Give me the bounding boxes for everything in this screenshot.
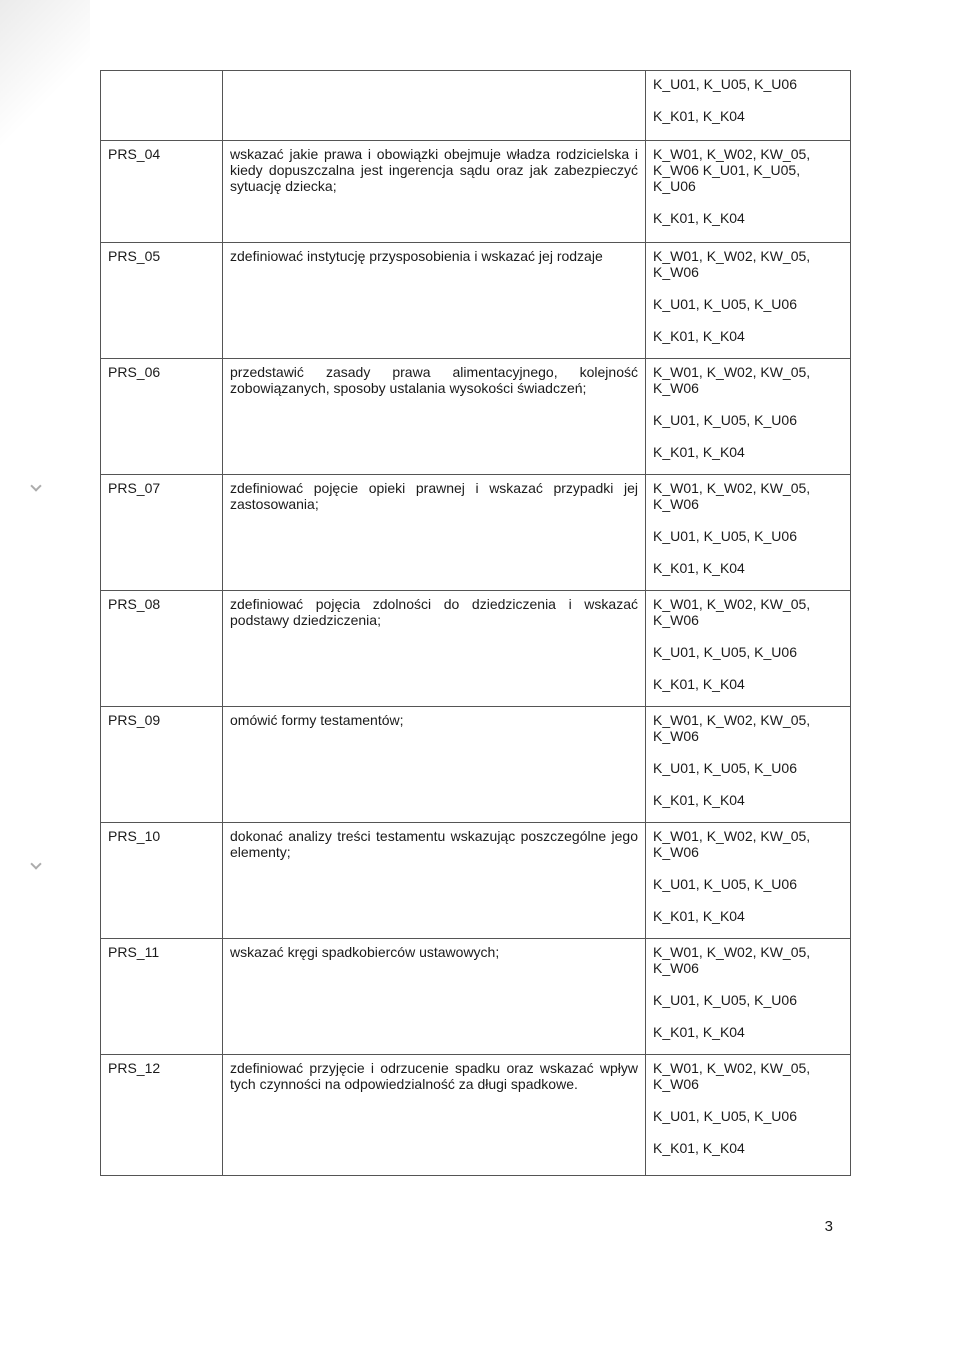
competence-line: K_K01, K_K04 bbox=[653, 210, 745, 226]
competence-line: K_W01, K_W02, KW_05, bbox=[653, 1060, 811, 1076]
competence-line: K_W06 bbox=[653, 1076, 699, 1092]
cell-code: PRS_10 bbox=[101, 823, 223, 939]
cell-competences bbox=[646, 939, 851, 1055]
competence-spacer bbox=[653, 776, 843, 792]
competence-line: K_W01, K_W02, KW_05, bbox=[653, 480, 811, 496]
table-row bbox=[101, 475, 851, 591]
competence-line: K_K01, K_K04 bbox=[653, 1140, 745, 1156]
cell-code: PRS_05 bbox=[101, 243, 223, 359]
competence-line: K_U01, K_U05, K_U06 bbox=[653, 412, 797, 428]
competence-line: K_W01, K_W02, KW_05, bbox=[653, 146, 811, 162]
cell-code: PRS_11 bbox=[101, 939, 223, 1055]
binder-hole-mark bbox=[30, 858, 41, 869]
cell-code: PRS_06 bbox=[101, 359, 223, 475]
page-number: 3 bbox=[824, 1218, 833, 1235]
cell-competences bbox=[646, 141, 851, 243]
competence-spacer bbox=[653, 396, 843, 412]
competence-line: K_W06 bbox=[653, 264, 699, 280]
competence-line: K_U06 bbox=[653, 178, 696, 194]
cell-competences bbox=[646, 71, 851, 141]
competence-line: K_U01, K_U05, K_U06 bbox=[653, 1108, 797, 1124]
cell-description: zdefiniować pojęcia zdolności do dziedziczenia i wskazać podstawy dziedziczenia; bbox=[223, 591, 646, 707]
competence-line: K_W01, K_W02, KW_05, bbox=[653, 828, 811, 844]
cell-code: PRS_08 bbox=[101, 591, 223, 707]
learning-outcomes-table bbox=[100, 70, 851, 1176]
cell-description: zdefiniować przyjęcie i odrzucenie spadku oraz wskazać wpływ tych czynności na odpowiedzialność za długi spadkowe. bbox=[223, 1055, 646, 1176]
cell-competences bbox=[646, 823, 851, 939]
cell-description: wskazać kręgi spadkobierców ustawowych; bbox=[223, 939, 646, 1055]
competence-line: K_K01, K_K04 bbox=[653, 328, 745, 344]
table-body bbox=[101, 71, 851, 1176]
cell-code: PRS_12 bbox=[101, 1055, 223, 1176]
competence-line: K_W06 bbox=[653, 960, 699, 976]
cell-competences bbox=[646, 475, 851, 591]
competence-spacer bbox=[653, 1008, 843, 1024]
competence-line: K_U01, K_U05, K_U06 bbox=[653, 296, 797, 312]
competence-line: K_K01, K_K04 bbox=[653, 1024, 745, 1040]
competence-spacer bbox=[653, 194, 843, 210]
competence-line: K_W06 bbox=[653, 612, 699, 628]
cell-competences bbox=[646, 707, 851, 823]
competence-line: K_K01, K_K04 bbox=[653, 676, 745, 692]
competence-line: K_U01, K_U05, K_U06 bbox=[653, 992, 797, 1008]
cell-competences bbox=[646, 243, 851, 359]
table-row bbox=[101, 707, 851, 823]
competence-line: K_U01, K_U05, K_U06 bbox=[653, 760, 797, 776]
cell-code: PRS_04 bbox=[101, 141, 223, 243]
cell-description-empty bbox=[223, 71, 646, 141]
competence-spacer bbox=[653, 860, 843, 876]
competence-line: K_W06 bbox=[653, 380, 699, 396]
competence-line: K_K01, K_K04 bbox=[653, 444, 745, 460]
cell-competences bbox=[646, 1055, 851, 1176]
cell-code: PRS_09 bbox=[101, 707, 223, 823]
competence-line: K_K01, K_K04 bbox=[653, 908, 745, 924]
table-row bbox=[101, 823, 851, 939]
competence-spacer bbox=[653, 1124, 843, 1140]
competence-line: K_W01, K_W02, KW_05, bbox=[653, 596, 811, 612]
competence-spacer bbox=[653, 280, 843, 296]
competence-line: K_W06 bbox=[653, 844, 699, 860]
cell-description: zdefiniować pojęcie opieki prawnej i wskazać przypadki jej zastosowania; bbox=[223, 475, 646, 591]
competence-line: K_U01, K_U05, K_U06 bbox=[653, 644, 797, 660]
competence-spacer bbox=[653, 660, 843, 676]
cell-code: PRS_07 bbox=[101, 475, 223, 591]
competence-line: K_W06 bbox=[653, 496, 699, 512]
competence-spacer bbox=[653, 892, 843, 908]
competence-line: K_W01, K_W02, KW_05, bbox=[653, 364, 811, 380]
table-row-continued bbox=[101, 71, 851, 141]
table-row bbox=[101, 939, 851, 1055]
scan-edge-shadow bbox=[0, 0, 90, 160]
table-row bbox=[101, 359, 851, 475]
cell-competences bbox=[646, 591, 851, 707]
competence-spacer bbox=[653, 312, 843, 328]
competence-spacer bbox=[653, 976, 843, 992]
cell-description: dokonać analizy treści testamentu wskazując poszczególne jego elementy; bbox=[223, 823, 646, 939]
competence-spacer bbox=[653, 428, 843, 444]
competence-line: K_W01, K_W02, KW_05, bbox=[653, 248, 811, 264]
competence-line: K_W01, K_W02, KW_05, bbox=[653, 944, 811, 960]
table-row bbox=[101, 1055, 851, 1176]
competence-spacer bbox=[653, 92, 843, 108]
cell-description: zdefiniować instytucję przysposobienia i wskazać jej rodzaje bbox=[223, 243, 646, 359]
competence-spacer bbox=[653, 628, 843, 644]
competence-line: K_U01, K_U05, K_U06 bbox=[653, 876, 797, 892]
competence-line: K_U01, K_U05, K_U06 bbox=[653, 528, 797, 544]
competence-spacer bbox=[653, 744, 843, 760]
cell-competences bbox=[646, 359, 851, 475]
binder-hole-mark bbox=[30, 480, 41, 491]
table-row bbox=[101, 141, 851, 243]
competence-line: K_W06 bbox=[653, 728, 699, 744]
competence-spacer bbox=[653, 512, 843, 528]
table-row bbox=[101, 591, 851, 707]
cell-description: omówić formy testamentów; bbox=[223, 707, 646, 823]
competence-line: K_U01, K_U05, K_U06 bbox=[653, 76, 797, 92]
competence-line: K_K01, K_K04 bbox=[653, 108, 745, 124]
table-row bbox=[101, 243, 851, 359]
cell-description: przedstawić zasady prawa alimentacyjnego, kolejność zobowiązanych, sposoby ustalania wysokości świadczeń; bbox=[223, 359, 646, 475]
competence-line: K_K01, K_K04 bbox=[653, 792, 745, 808]
cell-code-empty bbox=[101, 71, 223, 141]
competence-spacer bbox=[653, 544, 843, 560]
cell-description: wskazać jakie prawa i obowiązki obejmuje władza rodzicielska i kiedy dopuszczalna jest ingerencja sądu oraz jak zabezpieczyć sytuację dziecka; bbox=[223, 141, 646, 243]
competence-line: K_W01, K_W02, KW_05, bbox=[653, 712, 811, 728]
competence-line: K_K01, K_K04 bbox=[653, 560, 745, 576]
competence-line: K_W06 K_U01, K_U05, bbox=[653, 162, 801, 178]
competence-spacer bbox=[653, 1092, 843, 1108]
